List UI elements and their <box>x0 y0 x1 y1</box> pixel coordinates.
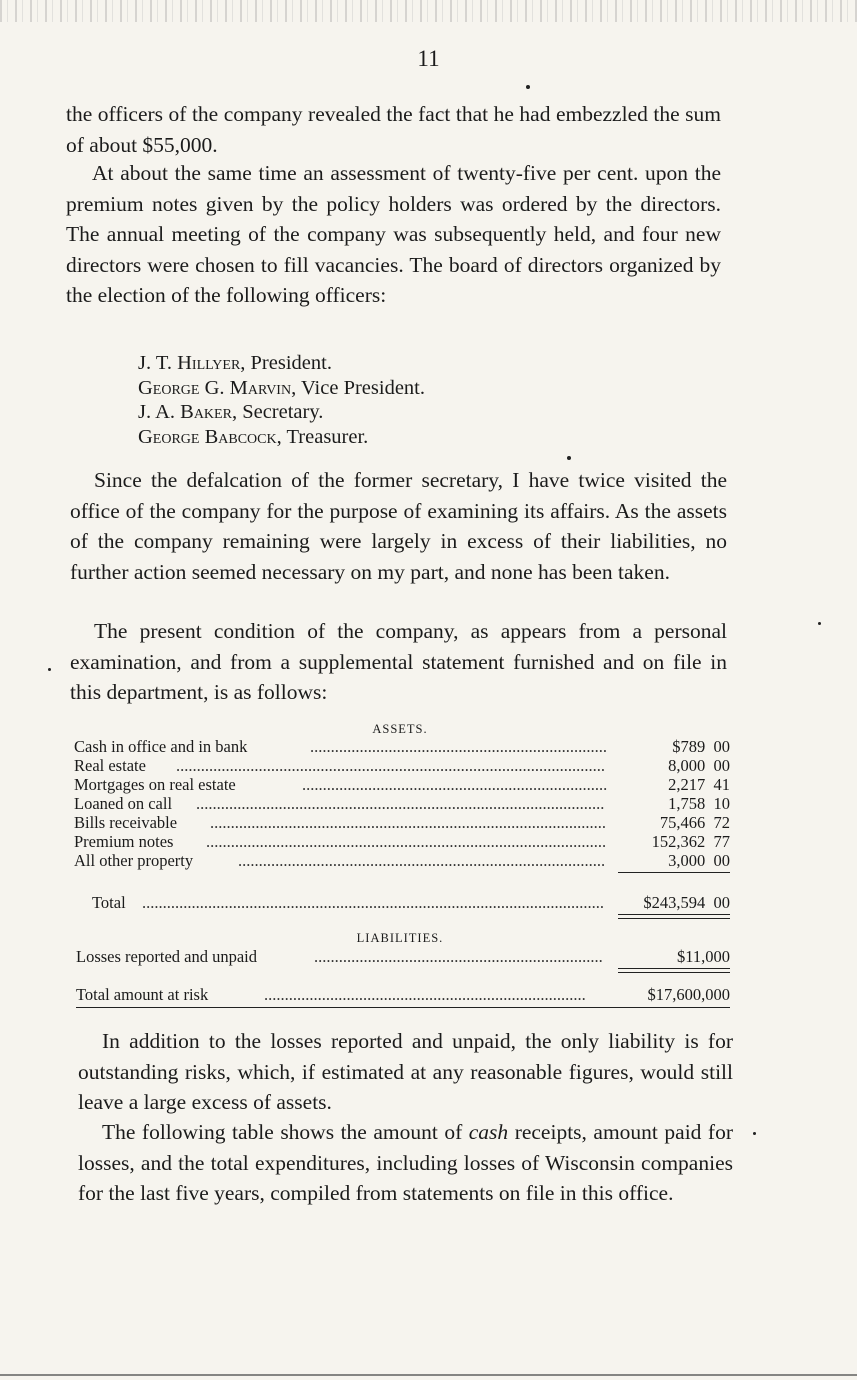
asset-row <box>74 794 730 813</box>
asset-label: Cash in office and in bank <box>74 737 248 756</box>
paragraph-defalcation: Since the defalcation of the former secretary, I have twice visited the office of the company for the purpose of examining its affairs. As the assets of the company remaining were largely in excess of their liabilities, no further action seemed necessary on my part, and none has been taken. <box>70 468 727 584</box>
total-double-rule-top <box>618 914 730 915</box>
officer-name: George Babcock <box>138 425 277 448</box>
leader-dots: ......................................................................................... <box>238 851 606 870</box>
asset-label: Bills receivable <box>74 813 178 832</box>
risk-row <box>76 985 730 1004</box>
liabilities-heading: LIABILITIES. <box>356 931 444 945</box>
asset-label: Real estate <box>74 756 146 775</box>
paragraph-present-condition: The present condition of the company, as appears from a personal examination, and from a supplemental statement furnished and on file in this department, is as follows: <box>70 619 727 704</box>
asset-row <box>74 775 730 794</box>
asset-label: Mortgages on real estate <box>74 775 236 794</box>
risk-underline <box>76 1007 730 1008</box>
paragraph-additional-liability: In addition to the losses reported and unpaid, the only liability is for outstanding risks, which, if estimated at any reasonable figures, would still leave a large excess of assets. <box>78 1029 733 1114</box>
officer-title: , Vice President. <box>291 376 425 399</box>
leader-dots: .............................................................................. <box>264 985 586 1004</box>
asset-row <box>74 832 730 851</box>
asset-row <box>74 737 730 756</box>
asset-label: All other property <box>74 851 194 870</box>
officer-name: J. T. Hillyer <box>138 352 241 374</box>
leader-dots: ................................................................................................ <box>210 813 606 832</box>
asset-label: Loaned on call <box>74 794 173 813</box>
risk-amount: $17,600,000 <box>647 985 730 1004</box>
asset-label: Premium notes <box>74 832 174 851</box>
assets-heading: ASSETS. <box>372 722 428 736</box>
leader-dots: ........................................................................ <box>310 737 607 756</box>
officers-list <box>138 351 425 449</box>
paragraph-embezzlement: the officers of the company revealed the fact that he had embezzled the sum of about $55,000. <box>66 102 721 157</box>
assets-total-amount: $243,594 00 <box>643 893 730 912</box>
total-double-rule-bottom <box>618 918 730 919</box>
liability-row <box>76 947 730 966</box>
asset-row <box>74 851 730 870</box>
asset-amount: 152,362 77 <box>651 832 730 851</box>
print-speck <box>753 1132 756 1135</box>
officer-title: , Secretary. <box>231 401 324 423</box>
officer-entry <box>138 376 425 401</box>
officer-entry <box>138 425 425 450</box>
page-number: 11 <box>417 46 440 71</box>
liability-double-rule-bottom <box>618 972 730 973</box>
print-speck <box>48 668 51 671</box>
officer-name: J. A. Baker <box>138 401 232 423</box>
scan-edge-artifact <box>0 0 857 22</box>
asset-amount: 8,000 00 <box>668 756 730 775</box>
print-speck <box>818 622 821 625</box>
paragraph-assessment: At about the same time an assessment of twenty-five per cent. upon the premium notes given by the policy holders was ordered by the directors. The annual meeting of the company was subsequently held, and four new directors were chosen to fill vacancies. The board of directors organized by the election of the following officers: <box>66 161 721 307</box>
leader-dots: ................................................................................................................ <box>142 893 604 912</box>
assets-total-row <box>92 893 730 912</box>
liability-label: Losses reported and unpaid <box>76 947 257 966</box>
asset-amount: 3,000 00 <box>668 851 730 870</box>
asset-amount: 1,758 10 <box>668 794 730 813</box>
assets-total-label: Total <box>92 893 126 912</box>
liability-amount: $11,000 <box>676 947 730 966</box>
officer-entry <box>138 351 425 376</box>
leader-dots: .......................................................................... <box>302 775 608 794</box>
officer-title: , President. <box>240 352 332 374</box>
asset-row <box>74 813 730 832</box>
asset-amount: 2,217 41 <box>668 775 730 794</box>
leader-dots: ................................................................................................... <box>196 794 605 813</box>
print-speck <box>526 85 530 89</box>
print-speck <box>567 456 571 460</box>
officer-title: , Treasurer. <box>276 425 369 448</box>
leader-dots: ........................................................................................................ <box>176 756 605 775</box>
scan-bottom-edge <box>0 1374 857 1376</box>
asset-amount: 75,466 72 <box>659 813 730 832</box>
leader-dots: ...................................................................... <box>314 947 603 966</box>
asset-amount: $789 00 <box>672 737 730 756</box>
asset-row <box>74 756 730 775</box>
risk-label: Total amount at risk <box>76 985 209 1004</box>
subtotal-rule <box>618 872 730 873</box>
leader-dots: ................................................................................................. <box>206 832 607 851</box>
officer-entry <box>138 400 425 425</box>
liability-double-rule-top <box>618 968 730 969</box>
officer-name: George G. Marvin <box>138 376 292 399</box>
paragraph-following-table: The following table shows the amount of cash receipts, amount paid for losses, and the total expenditures, including losses of Wisconsin companies for the last five years, compiled from statements on file in this office. <box>78 1120 733 1205</box>
